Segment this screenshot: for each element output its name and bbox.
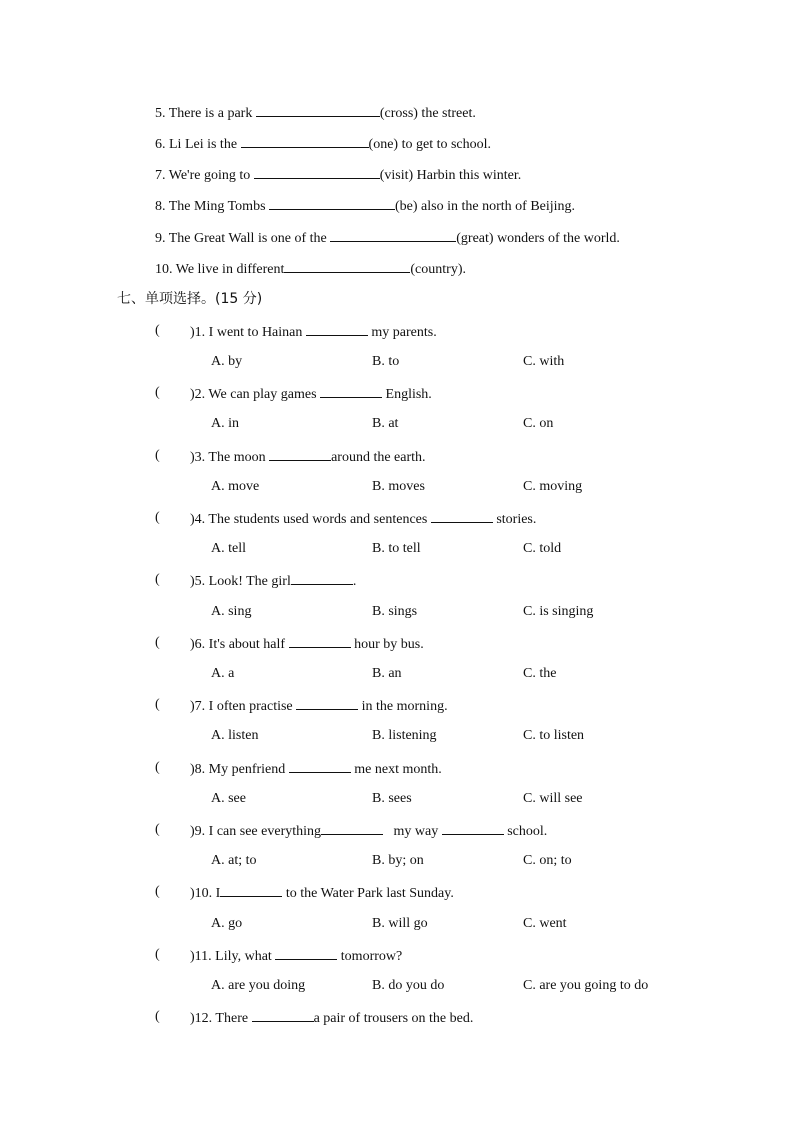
option-b[interactable]: B. moves bbox=[372, 479, 425, 494]
fill-in-item bbox=[155, 103, 476, 123]
answer-blank bbox=[220, 883, 282, 897]
question-text-mid: my way bbox=[393, 824, 439, 839]
answer-bracket[interactable]: ( bbox=[155, 822, 160, 837]
answer-blank bbox=[269, 447, 331, 461]
question-stem bbox=[190, 883, 454, 903]
option-c[interactable]: C. went bbox=[523, 916, 567, 931]
answer-blank bbox=[296, 696, 358, 710]
option-b[interactable]: B. do you do bbox=[372, 978, 445, 993]
option-a[interactable]: A. go bbox=[211, 916, 243, 931]
answer-blank bbox=[320, 384, 382, 398]
item-text-before: We live in different bbox=[175, 262, 285, 277]
item-number: 9. bbox=[155, 231, 166, 246]
answer-blank bbox=[275, 946, 337, 960]
option-c[interactable]: C. to listen bbox=[523, 728, 585, 743]
option-b[interactable]: B. listening bbox=[372, 728, 437, 743]
question-stem bbox=[190, 384, 432, 404]
item-text-before: We're going to bbox=[168, 168, 251, 183]
answer-bracket[interactable]: ( bbox=[155, 884, 160, 899]
item-text-after: (be) also in the north of Beijing. bbox=[395, 199, 576, 214]
question-stem bbox=[190, 447, 426, 467]
question-number: )3. bbox=[190, 450, 206, 465]
question-text-after: in the morning. bbox=[361, 699, 448, 714]
question-text-after: my parents. bbox=[371, 325, 437, 340]
question-number: )11. bbox=[190, 949, 212, 964]
fill-in-item bbox=[155, 259, 466, 279]
option-b[interactable]: B. at bbox=[372, 416, 399, 431]
item-text-before: Li Lei is the bbox=[169, 137, 238, 152]
question-text-before: The students used words and sentences bbox=[208, 512, 428, 527]
fill-in-item bbox=[155, 228, 620, 248]
question-stem bbox=[190, 571, 356, 591]
question-stem bbox=[190, 1008, 473, 1028]
option-a[interactable]: A. in bbox=[211, 416, 239, 431]
question-text-before: I went to Hainan bbox=[208, 325, 303, 340]
answer-blank bbox=[291, 571, 353, 585]
option-b[interactable]: B. to bbox=[372, 354, 400, 369]
answer-bracket[interactable]: ( bbox=[155, 947, 160, 962]
option-c[interactable]: C. the bbox=[523, 666, 557, 681]
fill-in-item bbox=[155, 134, 491, 154]
question-number: )7. bbox=[190, 699, 206, 714]
question-number: )8. bbox=[190, 762, 206, 777]
question-text-after: stories. bbox=[496, 512, 537, 527]
option-a[interactable]: A. at; to bbox=[211, 853, 257, 868]
answer-bracket[interactable]: ( bbox=[155, 760, 160, 775]
question-stem bbox=[190, 634, 424, 654]
answer-bracket[interactable]: ( bbox=[155, 510, 160, 525]
option-c[interactable]: C. is singing bbox=[523, 604, 594, 619]
item-number: 6. bbox=[155, 137, 166, 152]
answer-blank bbox=[289, 759, 351, 773]
question-text-after: school. bbox=[507, 824, 548, 839]
question-number: )12. bbox=[190, 1011, 213, 1026]
question-number: )4. bbox=[190, 512, 206, 527]
question-text-before: Lily, what bbox=[215, 949, 272, 964]
option-a[interactable]: A. see bbox=[211, 791, 246, 806]
option-c[interactable]: C. are you going to do bbox=[523, 978, 649, 993]
question-stem bbox=[190, 322, 437, 342]
section-title: 七、单项选择。(15 分) bbox=[117, 291, 263, 307]
answer-blank bbox=[306, 322, 368, 336]
answer-bracket[interactable]: ( bbox=[155, 635, 160, 650]
question-text-after: me next month. bbox=[354, 762, 442, 777]
answer-blank[interactable] bbox=[269, 196, 395, 210]
question-number: )9. bbox=[190, 824, 206, 839]
question-text-before: The moon bbox=[208, 450, 266, 465]
question-text-before: I can see everything bbox=[208, 824, 322, 839]
question-text-before: I bbox=[215, 886, 221, 901]
answer-bracket[interactable]: ( bbox=[155, 385, 160, 400]
item-text-before: The Great Wall is one of the bbox=[168, 231, 327, 246]
answer-blank bbox=[321, 821, 383, 835]
item-number: 10. bbox=[155, 262, 173, 277]
answer-blank[interactable] bbox=[256, 103, 380, 117]
question-text-after: to the Water Park last Sunday. bbox=[285, 886, 454, 901]
option-c[interactable]: C. on bbox=[523, 416, 554, 431]
answer-blank[interactable] bbox=[254, 165, 380, 179]
option-c[interactable]: C. on; to bbox=[523, 853, 572, 868]
option-a[interactable]: A. tell bbox=[211, 541, 246, 556]
option-a[interactable]: A. are you doing bbox=[211, 978, 306, 993]
question-text-after: a pair of trousers on the bed. bbox=[313, 1011, 474, 1026]
question-number: )2. bbox=[190, 387, 206, 402]
question-stem bbox=[190, 946, 402, 966]
answer-blank bbox=[442, 821, 504, 835]
question-number: )5. bbox=[190, 574, 206, 589]
question-text-after: around the earth. bbox=[331, 450, 426, 465]
option-b[interactable]: B. will go bbox=[372, 916, 428, 931]
answer-bracket[interactable]: ( bbox=[155, 1009, 160, 1024]
option-c[interactable]: C. told bbox=[523, 541, 562, 556]
answer-blank[interactable] bbox=[241, 134, 369, 148]
answer-bracket[interactable]: ( bbox=[155, 323, 160, 338]
answer-blank bbox=[431, 509, 493, 523]
option-b[interactable]: B. to tell bbox=[372, 541, 421, 556]
item-number: 5. bbox=[155, 106, 166, 121]
question-text-before: Look! The girl bbox=[208, 574, 291, 589]
option-a[interactable]: A. listen bbox=[211, 728, 259, 743]
question-number: )6. bbox=[190, 637, 206, 652]
option-a[interactable]: A. move bbox=[211, 479, 260, 494]
question-text-before: I often practise bbox=[208, 699, 293, 714]
item-text-after: (cross) the street. bbox=[379, 106, 476, 121]
option-a[interactable]: A. by bbox=[211, 354, 243, 369]
question-stem bbox=[190, 759, 442, 779]
item-text-after: (great) wonders of the world. bbox=[456, 231, 620, 246]
question-stem bbox=[190, 696, 448, 716]
item-text-after: (one) to get to school. bbox=[368, 137, 492, 152]
option-b[interactable]: B. sees bbox=[372, 791, 412, 806]
question-text-after: English. bbox=[385, 387, 432, 402]
item-text-before: The Ming Tombs bbox=[168, 199, 266, 214]
item-text-before: There is a park bbox=[168, 106, 253, 121]
answer-blank bbox=[289, 634, 351, 648]
fill-in-item bbox=[155, 196, 575, 216]
option-c[interactable]: C. moving bbox=[523, 479, 583, 494]
item-text-after: (visit) Harbin this winter. bbox=[379, 168, 522, 183]
question-text-after: . bbox=[352, 574, 357, 589]
question-text-before: My penfriend bbox=[208, 762, 286, 777]
question-text-after: tomorrow? bbox=[340, 949, 403, 964]
option-a[interactable]: A. a bbox=[211, 666, 235, 681]
question-text-before: It's about half bbox=[208, 637, 286, 652]
question-text-before: We can play games bbox=[208, 387, 317, 402]
option-b[interactable]: B. an bbox=[372, 666, 402, 681]
question-stem bbox=[190, 509, 536, 529]
answer-blank[interactable] bbox=[284, 259, 410, 273]
answer-blank bbox=[252, 1008, 314, 1022]
option-c[interactable]: C. with bbox=[523, 354, 565, 369]
answer-blank[interactable] bbox=[330, 228, 456, 242]
answer-bracket[interactable]: ( bbox=[155, 697, 160, 712]
question-number: )1. bbox=[190, 325, 206, 340]
answer-bracket[interactable]: ( bbox=[155, 572, 160, 587]
option-a[interactable]: A. sing bbox=[211, 604, 252, 619]
item-text-after: (country). bbox=[410, 262, 466, 277]
fill-in-item bbox=[155, 165, 521, 185]
item-number: 7. bbox=[155, 168, 166, 183]
question-number: )10. bbox=[190, 886, 213, 901]
item-number: 8. bbox=[155, 199, 166, 214]
option-c[interactable]: C. will see bbox=[523, 791, 583, 806]
answer-bracket[interactable]: ( bbox=[155, 448, 160, 463]
option-b[interactable]: B. sings bbox=[372, 604, 418, 619]
question-stem bbox=[190, 821, 547, 841]
question-text-before: There bbox=[215, 1011, 249, 1026]
option-b[interactable]: B. by; on bbox=[372, 853, 424, 868]
question-text-after: hour by bus. bbox=[354, 637, 424, 652]
